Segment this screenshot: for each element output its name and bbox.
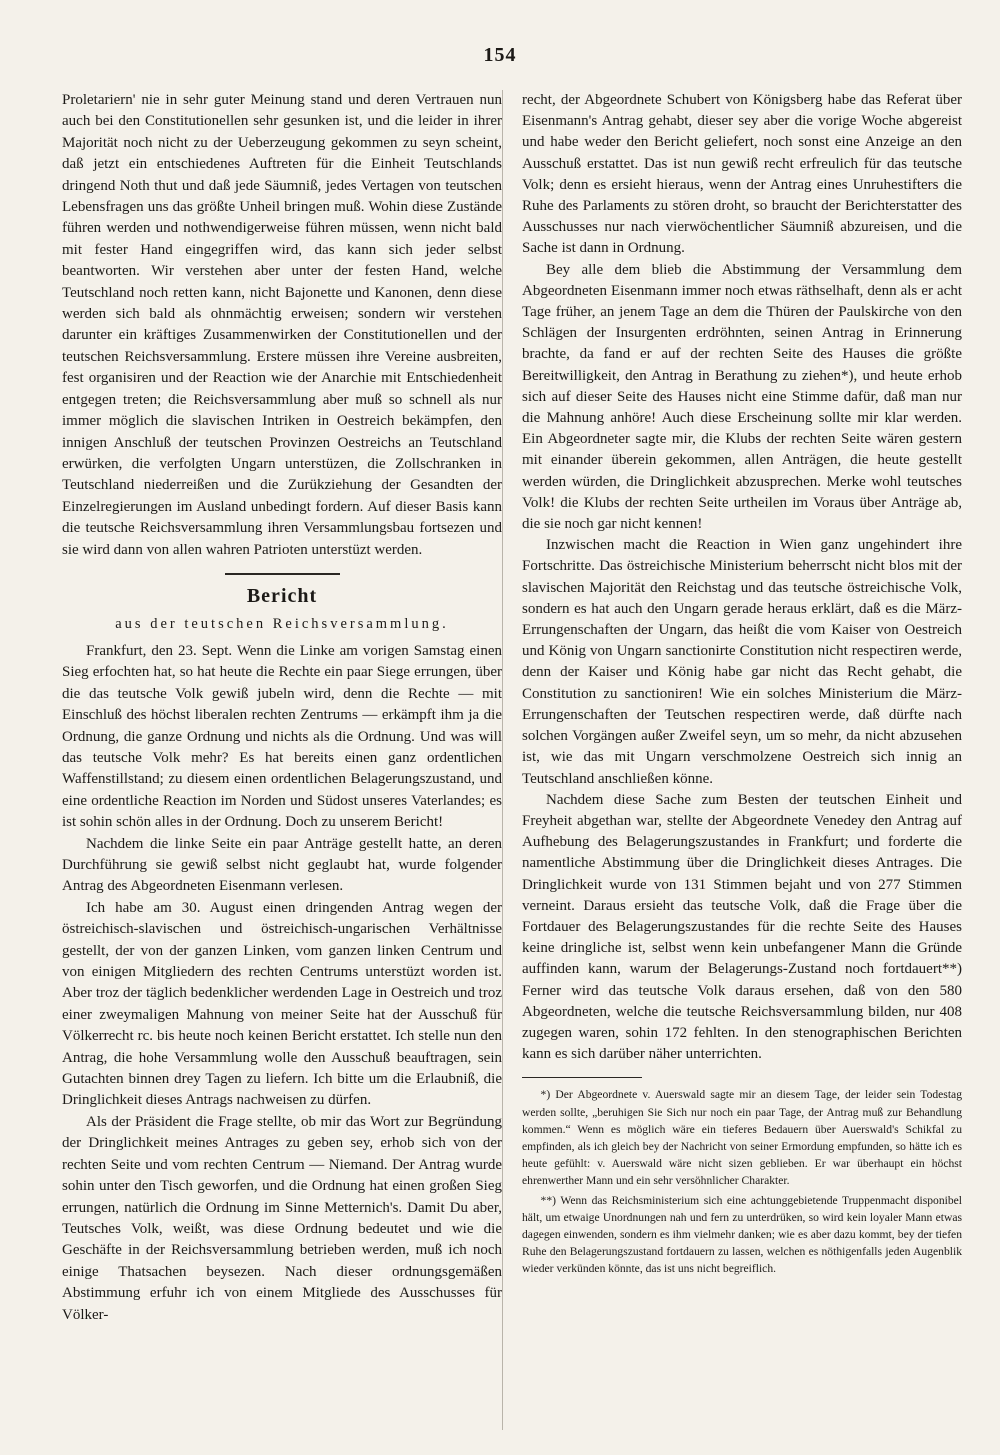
left-column: [62, 90, 502, 1326]
footnote: *) Der Abgeordnete v. Auerswald sagte mir an diesem Tage, der leider sein Todestag werden sollte, „beruhigen Sie Sich nur noch ein paar Tage, der Antrag muß zur Behandlung kommen.“ Wenn es möglich wäre ein tieferes Bedauern über Auerswald's Schikfal zu empfinden, als ich gleich bey der Nachricht von seiner Ermordung empfunden, so hätte ich es heute gefühlt: v. Auerswald wäre nicht sizen geblieben. Er war überhaupt ein höchst ehrenwerther Mann und ein sehr versöhnlicher Charakter.: [522, 1088, 962, 1188]
article-paragraph: Frankfurt, den 23. Sept. Wenn die Linke am vorigen Samstag einen Sieg erfochten hat, so hat heute die Rechte ein paar Siege errungen, über die das teutsche Volk gewiß jubeln wird, denn die Rechte — mit Einschluß des höchst liberalen rechten Zentrums — erkämpft ihm ja die Ordnung, die ganze Ordnung und nichts als die Ordnung. Und was will das teutsche Volk mehr? Es hat bereits einen ganz ordentlichen Waffenstillstand; zu diesem einen ordentlichen Belagerungszustand, und eine ordentliche Reaction im Norden und Südost unseres Vaterlandes; es ist sohin schön alles in der Ordnung. Doch zu unserem Bericht!: [62, 642, 502, 831]
article-paragraph: Nachdem die linke Seite ein paar Anträge gestellt hatte, an deren Durchführung sie gewiß selbst nicht geglaubt hat, wurde folgender Antrag des Abgeordneten Eisenmann verlesen.: [62, 835, 502, 895]
article-paragraph: Bey alle dem blieb die Abstimmung der Versammlung dem Abgeordneten Eisenmann immer noch etwas räthselhaft, denn als er acht Tage früher, an jenem Tage an dem die Thüren der Paulskirche von den Schlägen der Insurgenten erdröhnten, seinen Antrag in Erinnerung brachte, da fand er auf der rechten Seite des Hauses die größte Bereitwilligkeit, den Antrag in Berathung zu ziehen*), und heute erhob sich auf dieser Seite des Hauses nicht eine Stimme dafür, daß man nur die Mahnung anhöre! Auch diese Erscheinung sollte mir klar werden. Ein Abgeordneter sagte mir, die Klubs der rechten Seite wären gestern mit einander überein gekommen, allen Anträgen, die heute gestellt werden würden, die Dringlichkeit abzusprechen. Merke wohl teutsches Volk! die Klubs der rechten Seite urtheilen im Voraus über Anträge ab, die sie noch gar nicht kennen!: [522, 261, 962, 533]
article-paragraph: recht, der Abgeordnete Schubert von Königsberg habe das Referat über Eisenmann's Antrag gehabt, dieser sey aber die vorige Woche abgereist und habe weder den Bericht geliefert, noch sonst eine Anzeige an den Ausschuß erstattet. Das ist nun gewiß recht erfreulich für das teutsche Volk; denn es ersieht hieraus, wenn der Antrag eines Unruhestifters die Ruhe des Parlaments zu stören droht, so braucht der Berichterstatter des Ausschusses nur nach vierwöchentlicher Säumniß abzureisen, und die Sache ist dann in Ordnung.: [522, 92, 962, 257]
article-heading: Bericht: [246, 584, 318, 607]
article-paragraph: Als der Präsident die Frage stellte, ob mir das Wort zur Begründung der Dringlichkeit meines Antrages zu geben sey, erhob sich von der rechten Seite und vom rechten Centrum — Niemand. Der Antrag wurde sohin unter den Tisch geworfen, und die Ordnung hat einen großen Sieg errungen, natürlich die Ordnung im Sinne Metternich's. Damit Du aber, Teutsches Volk, weißt, was diese Ordnung bedeutet und wie die Geschäfte in der Reichsversammlung betrieben werden, muß ich noch einige Thatsachen beysezen. Nach dieser ordnungsgemäßen Abstimmung erfuhr ich von einem Mitgliede des Ausschusses für Völker-: [62, 1113, 502, 1323]
column-divider: [502, 90, 503, 1430]
footnote-separator: [522, 1077, 642, 1078]
section-separator: [225, 573, 340, 575]
article-paragraph: Ich habe am 30. August einen dringenden Antrag wegen der östreichisch-slavischen und östreichisch-ungarischen Verhältnisse gestellt, der von der ganzen Linken, vom ganzen linken Centrum und von einigen Mitgliedern des rechten Centrums unterstüzt worden ist. Aber troz der täglich bedenklicher werdenden Lage in Oestreich und troz einer zweymaligen Mahnung von meiner Seite hat der Ausschuß für Völkerrecht rc. bis heute noch keinen Bericht erstattet. Ich stelle nun den Antrag, die hohe Versammlung wolle den Ausschuß beauftragen, sein Gutachten binnen drey Tagen zu liefern. Ich bitte um die Erlaubniß, die Dringlichkeit dieses Antrags nachweisen zu dürfen.: [62, 899, 502, 1109]
article-paragraph: Inzwischen macht die Reaction in Wien ganz ungehindert ihre Fortschritte. Das östreichische Ministerium beherrscht nicht blos mit der slavischen Majorität den Reichstag und das teutsche östreichische Volk, sondern es hat auch den Ungarn gerade heraus erklärt, daß es die März-Errungenschaften der Ungarn, das heißt die vom Kaiser von Oestreich und König von Ungarn sanctionirte Constitution nicht respectiren werde, denn der Kaiser und König habe gar nicht das Recht gehabt, die Constitution zu sanctioniren! Wie ein solches Ministerium die März-Errungenschaften der Teutschen respectiren werde, daß dürfte nach solchen Vorgängen außer Zweifel seyn, um so mehr, da nicht abzusehen ist, wie das mit Ungarn verschmolzene Oestreich sich innig an Teutschland anschließen könne.: [522, 537, 962, 787]
article-subheading: aus der teutschen Reichsversammlung.: [115, 615, 449, 632]
footnote: **) Wenn das Reichsministerium sich eine achtunggebietende Truppenmacht disponibel hält, um etwaige Unordnungen nah und fern zu unterdrüken, so wird kein loyaler Mann etwas dagegen einwenden, sondern es ihm vielmehr danken; wie es aber dazu kommt, bey der tiefen Ruhe den Belagerungszustand fortdauern zu lassen, welchen es nöthigenfalls jeden Augenblik wieder verkünden könnte, das ist uns nicht begreiflich.: [522, 1193, 962, 1276]
intro-paragraph: Proletariern' nie in sehr guter Meinung stand und deren Vertrauen nun auch bei den Constitutionellen sehr gesunken ist, und die leider in ihrer Majorität noch nicht zu der Ueberzeugung gekommen zu seyn scheint, daß jetzt ein entschiedenes Auftreten für die Einheit Teutschlands dringend Noth thut und daß jede Säumniß, jedes Vertagen von teutschen Lebensfragen uns das größte Unheil bringen muß. Wohin diese Zustände führen werden und nothwendigerweise führen müssen, wenn nicht bald mit fester Hand eingegriffen wird, das kann sich jeder selbst beantworten. Wir verstehen aber unter der festen Hand, welche Teutschland noch retten kann, nicht Bajonette und Kanonen, denn diese werden sich bald als ohnmächtig erweisen; sondern wir verstehen darunter ein kräftiges Zusammenwirken der Constitutionellen und der teutschen Reichsversammlung. Erstere müssen ihre Vereine ausbreiten, fest organisiren und der Reaction wie der Anarchie mit Entschiedenheit entgegen treten; die Reichsversammlung aber muß so schnell als nur immer möglich die slavischen Intriken in Oestreich bekämpfen, den innigen Anschluß der teutschen Provinzen Oestreichs an Teutschland erwürken, die verfolgten Ungarn unterstüzen, die Zollschranken in Teutschland niederreißen und die Zurükziehung der Gesandten der Einzelregierungen im Ausland unbedingt fordern. Auf dieser Basis kann die teutsche Reichsversammlung ihren Versammlungsbau fortsezen und sie wird dann von allen wahren Patrioten unterstüzt werden.: [62, 92, 502, 558]
right-column: [522, 90, 962, 1278]
article-paragraph: Nachdem diese Sache zum Besten der teutschen Einheit und Freyheit abgethan war, stellte der Abgeordnete Venedey den Antrag auf Aufhebung des Belagerungszustandes in Frankfurt; und forderte die namentliche Abstimmung über die Dringlichkeit dieses Antrages. Die Dringlichkeit wurde von 131 Stimmen bejaht und von 277 Stimmen verneint. Daraus ersieht das teutsche Volk, daß die Frage über die Fortdauer des Belagerungszustandes für die rechte Seite des Hauses keine dringliche ist, selbst wenn kein unbefangener Mann die Gründe auffinden kann, warum der Belagerungs-Zustand noch fortdauert**) Ferner wird das teutsche Volk daraus ersehen, daß von den 580 Abgeordneten, welche die teutsche Reichsversammlung bilden, nur 408 zugegen waren, sohin 172 fehlten. In den stenographischen Berichten kann es sich darüber näher unterrichten.: [522, 791, 962, 1063]
page-number: 154: [483, 44, 517, 66]
